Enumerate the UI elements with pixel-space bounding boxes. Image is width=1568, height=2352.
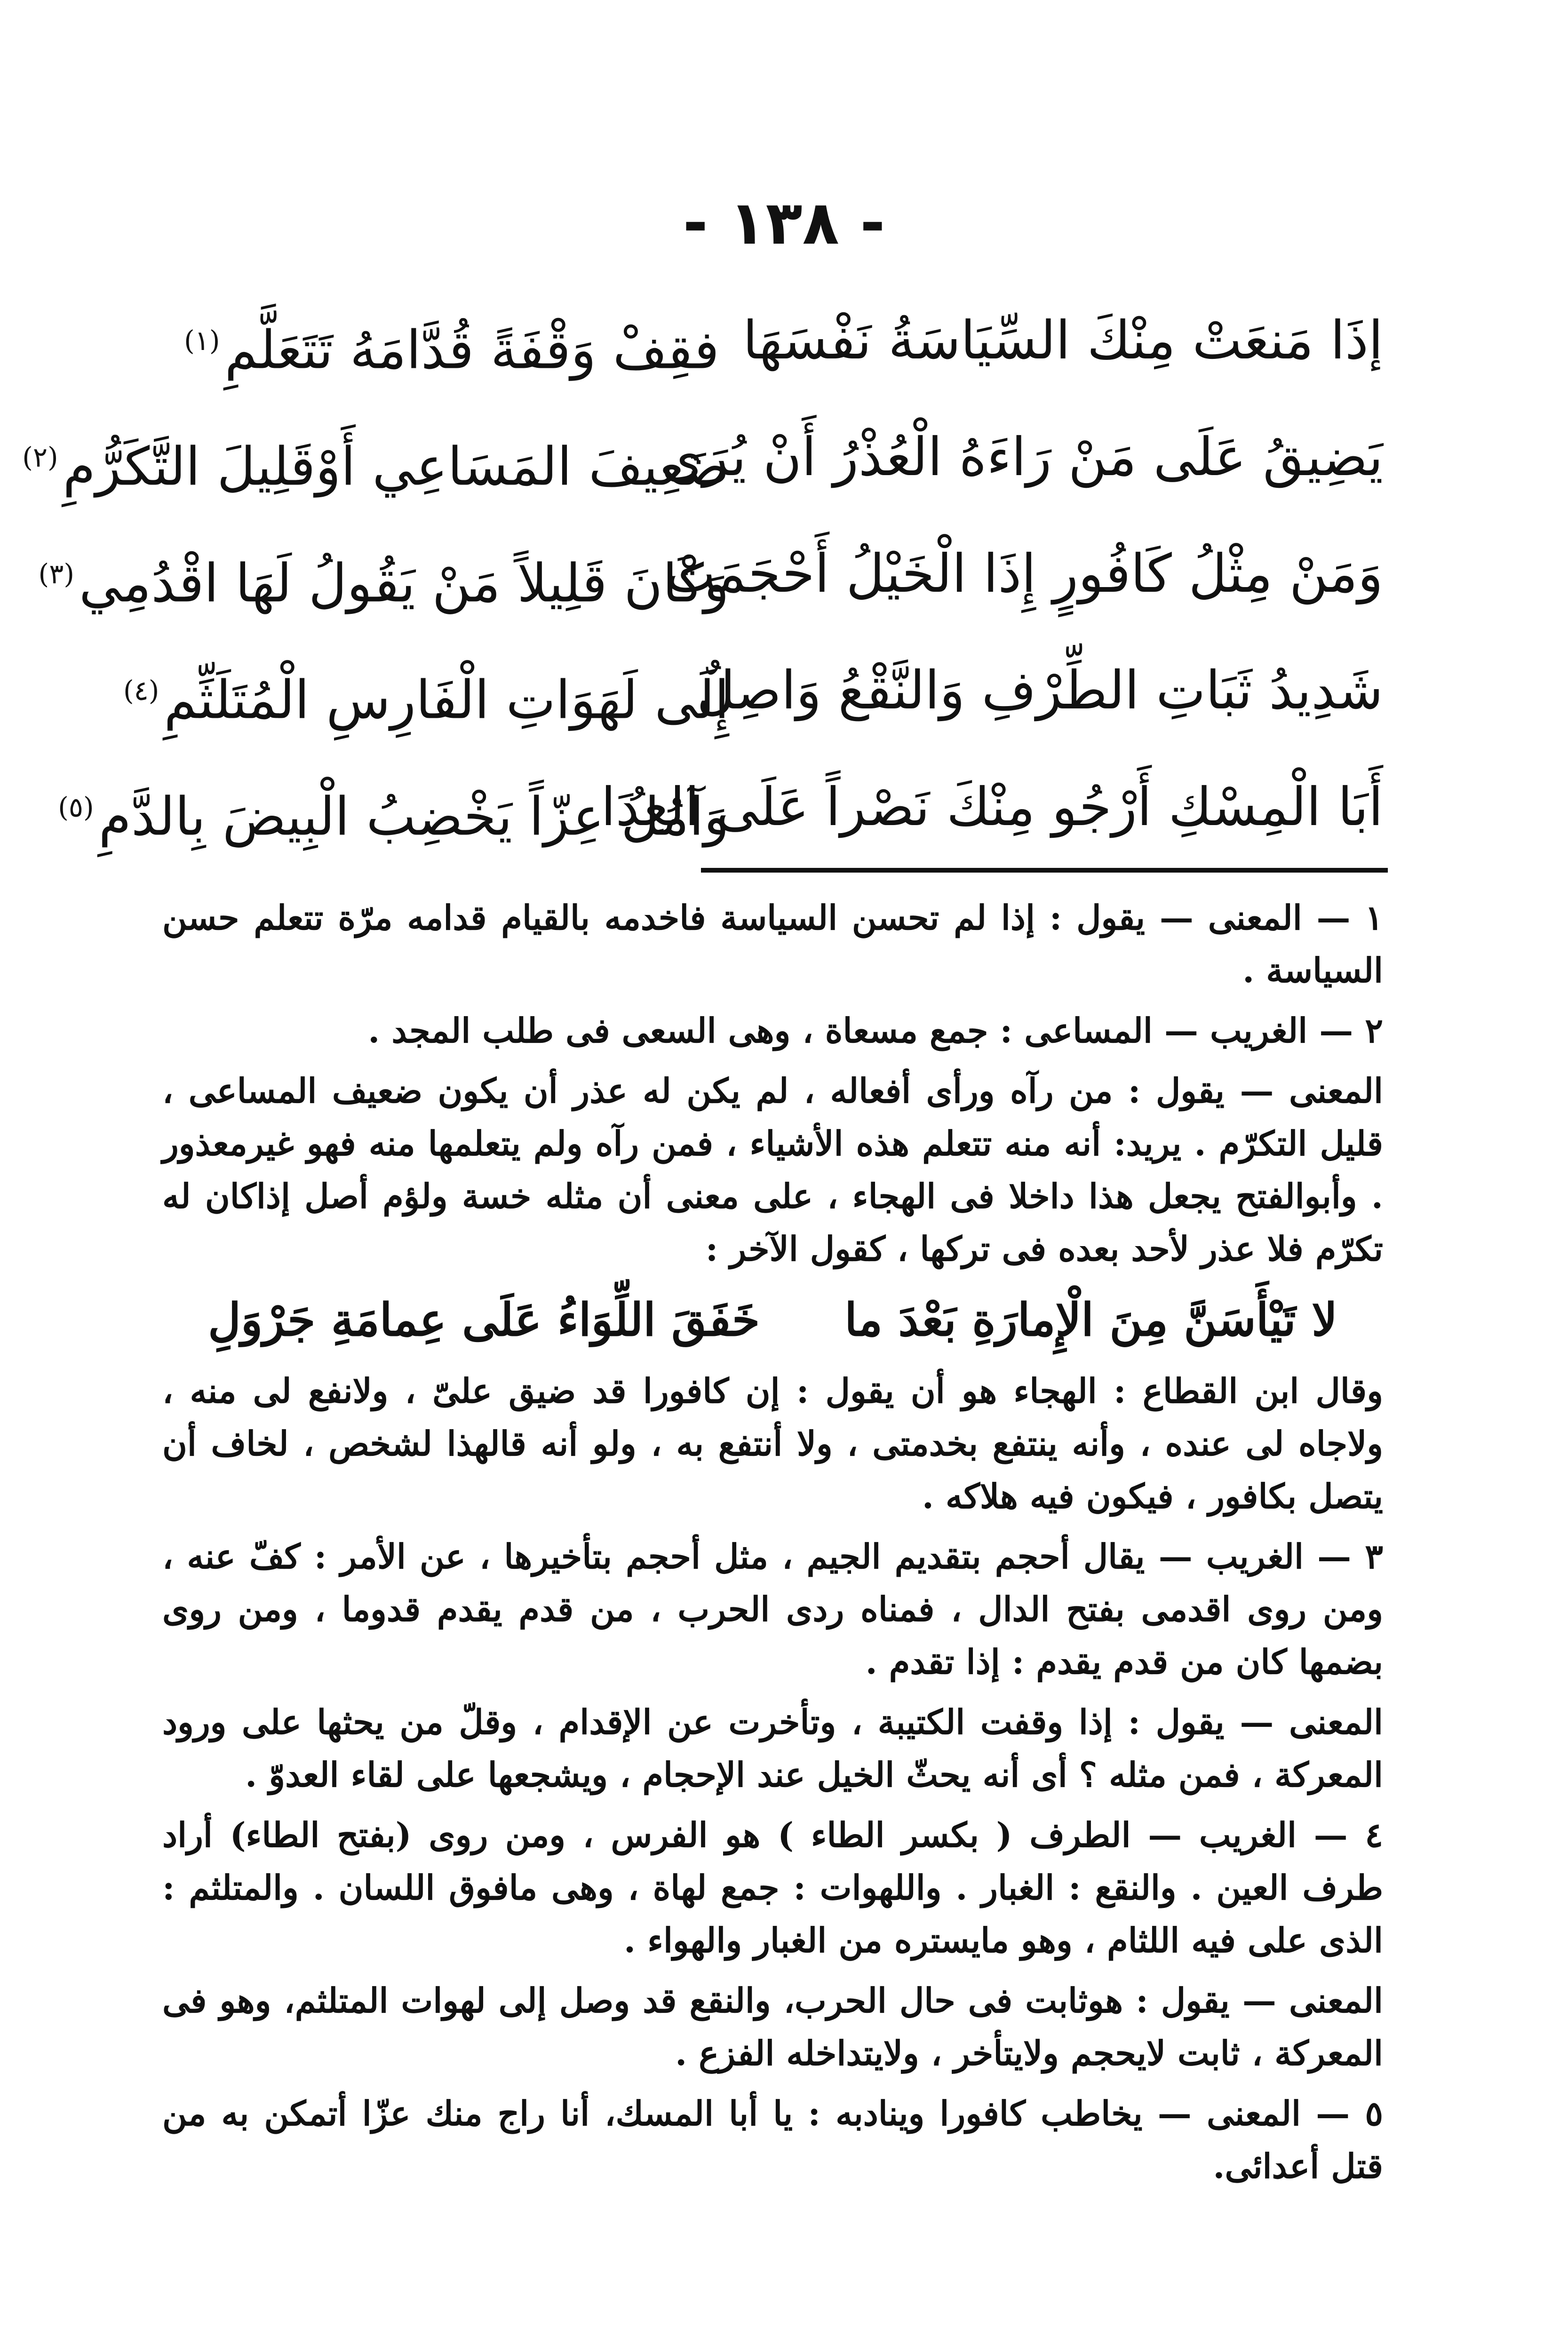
- verse-2: [22, 399, 1383, 516]
- note-text: وقال ابن القطاع : الهجاء هو أن يقول : إن كافورا قد ضيق علىّ ، ولانفع لى منه ، ولاجاه لى عنده ، وأنه ينتفع بخدمتى ، ولا أنتفع به ، ولو أنه قالهذا لشخص ، لخاف أن يتصل بكافور ، فيكون فيه هلاكه .: [162, 1371, 1383, 1516]
- verse-second-hemistich: [123, 632, 729, 749]
- footnote-marker: (١): [184, 325, 220, 357]
- verse-second-hemistich: [174, 282, 729, 399]
- footnote-marker: (٣): [38, 558, 74, 590]
- note-text: يقول : إذا وقفت الكتيبة ، وتأخرت عن الإقدام ، وقلّ من يحثها على ورود المعركة ، فمن مثله ؟ أى أنه يحثّ الخيل عند الإحجام ، ويشجعها على لقاء العدوّ .: [162, 1702, 1383, 1795]
- verse-second-hemistich: [58, 749, 729, 866]
- verse-second-hemistich: [22, 399, 729, 516]
- footnotes: [162, 891, 1383, 2200]
- footnote-5: ٥ — المعنى — يخاطب كافورا وينادبه : يا أبا المسك، أنا راج منك عزّا أتمكن به من قتل أعدائى.: [162, 2093, 1383, 2186]
- footnote-2: ٢ — الغريب — المساعى : جمع مسعاة ، وهى السعى فى طلب المجد .: [368, 1010, 1383, 1050]
- verse-4: [123, 632, 1383, 749]
- footnote-4: ٤ — الغريب — الطرف ( بكسر الطاء ) هو الفرس ، ومن روى (بفتح الطاء) أراد طرف العين . والنقع : الغبار . واللهوات : جمع لهاة ، وهى مافوق اللسان . والمتلثم : الذى على فيه اللثام ، وهو مايستره من الغبار والهواء .: [162, 1815, 1383, 1960]
- page-number: - ١٣٨ -: [683, 188, 885, 258]
- note-text: يخاطب كافورا وينادبه : يا أبا المسك، أنا راج منك عزّا أتمكن به من قتل أعدائى.: [162, 2093, 1383, 2186]
- footnote-3: ٣ — الغريب — يقال أحجم بتقديم الجيم ، مثل أحجم بتأخيرها ، عن الأمر : كفّ عنه ، ومن روى اقدمى بفتح الدال ، فمناه ردى الحرب ، من قدم يقدم قدوما ، ومن روى بضمها كان من قدم يقدم : إذا تقدم .: [162, 1536, 1383, 1682]
- verse-3: [38, 516, 1383, 632]
- footnote-2-meaning: المعنى — يقول : من رآه ورأى أفعاله ، لم يكن له عذر أن يكون ضعيف المساعى ، قليل التكرّم . يريد: أنه منه تتعلم هذه الأشياء ، فمن رآه ولم يتعلمها منه فهو غيرمعذور . وأبوالفتح يجعل هذا داخلا فى الهجاء ، على معنى أن مثله خسة ولؤم أصل إذاكان له تكرّم فلا عذر لأحد بعده فى تركها ، كقول الآخر :: [162, 1071, 1383, 1269]
- note-number: ٢: [1365, 1010, 1383, 1050]
- footnote-4-meaning: المعنى — يقول : هوثابت فى حال الحرب، والنقع قد وصل إلى لهوات المتلثم، وهو فى المعركة ، ثابت لايحجم ولايتأخر ، ولايتداخله الفزع .: [162, 1980, 1383, 2073]
- footnote-marker: (٢): [22, 441, 58, 473]
- verse-first-hemistich: يَضِيقُ عَلَى مَنْ رَاءَهُ الْعُذْرُ أَنْ يُرَى: [661, 427, 1383, 488]
- verse-first-hemistich: أَبَا الْمِسْكِ أَرْجُو مِنْكَ نَصْراً عَلَى العِدَا: [601, 777, 1383, 838]
- note-label: المعنى: [1289, 1702, 1384, 1742]
- hemistich-text: وَآمُلُ عِزّاً يَخْضِبُ الْبِيضَ بِالدَّمِ: [98, 786, 729, 848]
- verse-first-hemistich: وَمَنْ مِثْلُ كَافُورٍ إِذَا الْخَيْلُ أَحْجَمَتْ: [666, 543, 1383, 604]
- note-text: يقال أحجم بتقديم الجيم ، مثل أحجم بتأخيرها ، عن الأمر : كفّ عنه ، ومن روى اقدمى بفتح الدال ، فمناه ردى الحرب ، من قدم يقدم قدوما ، ومن روى بضمها كان من قدم يقدم : إذا تقدم .: [162, 1536, 1383, 1682]
- verse-5: [58, 749, 1383, 866]
- note-label: المعنى: [1289, 1980, 1383, 2020]
- note-text: يقول : إذا لم تحسن السياسة فاخدمه بالقيام قدامه مرّة تتعلم حسن السياسة .: [162, 898, 1383, 990]
- footnote-1: ١ — المعنى — يقول : إذا لم تحسن السياسة فاخدمه بالقيام قدامه مرّة تتعلم حسن السياسة .: [162, 898, 1384, 990]
- verse-first-hemistich: شَدِيدُ ثَبَاتِ الطِّرْفِ وَالنَّقْعُ وَاصِلٌ: [696, 660, 1383, 721]
- footnote-marker: (٥): [58, 791, 94, 823]
- quoted-verse-first-hemistich: لا تَيْأَسَنَّ مِنَ الْإِمارَةِ بَعْدَ ما: [844, 1293, 1337, 1346]
- note-label: الغريب: [1206, 1536, 1304, 1576]
- hemistich-text: وَكَانَ قَلِيلاً مَنْ يَقُولُ لَهَا اقْدُمِي: [79, 553, 729, 614]
- footnote-divider: [701, 868, 1388, 873]
- note-label: المعنى: [1289, 1071, 1383, 1111]
- hemistich-text: إِلَى لَهَوَاتِ الْفَارِسِ الْمُتَلَثِّمِ: [164, 669, 729, 731]
- note-number: ١: [1365, 898, 1384, 938]
- note-text: يقول : من رآه ورأى أفعاله ، لم يكن له عذر أن يكون ضعيف المساعى ، قليل التكرّم . يريد: أنه منه تتعلم هذه الأشياء ، فمن رآه ولم يتعلمها منه فهو غيرمعذور . وأبوالفتح يجعل هذا داخلا فى الهجاء ، على معنى أن مثله خسة ولؤم أصل إذاكان له تكرّم فلا عذر لأحد بعده فى تركها ، كقول الآخر :: [162, 1071, 1383, 1269]
- footnote-3-meaning: المعنى — يقول : إذا وقفت الكتيبة ، وتأخرت عن الإقدام ، وقلّ من يحثها على ورود المعركة ، فمن مثله ؟ أى أنه يحثّ الخيل عند الإحجام ، ويشجعها على لقاء العدوّ .: [162, 1702, 1384, 1795]
- hemistich-text: ضَعِيفَ المَسَاعِي أَوْقَلِيلَ التَّكَرُّمِ: [63, 436, 729, 498]
- footnote-marker: (٤): [123, 675, 159, 707]
- verse-1: [160, 282, 1383, 399]
- note-number: ٣: [1365, 1536, 1383, 1576]
- note-number: ٤: [1365, 1815, 1383, 1855]
- note-text: الطرف ( بكسر الطاء ) هو الفرس ، ومن روى (بفتح الطاء) أراد طرف العين . والنقع : الغبار . واللهوات : جمع لهاة ، وهى مافوق اللسان . والمتلثم : الذى على فيه اللثام ، وهو مايستره من الغبار والهواء .: [162, 1815, 1383, 1960]
- poem: [22, 282, 1383, 866]
- verse-second-hemistich: [38, 516, 729, 632]
- note-label: الغريب: [1210, 1010, 1308, 1050]
- note-text: المساعى : جمع مسعاة ، وهى السعى فى طلب المجد .: [368, 1010, 1153, 1050]
- verse-first-hemistich: إذَا مَنعَتْ مِنْكَ السِّيَاسَةُ نَفْسَهَا: [743, 310, 1383, 371]
- note-number: ٥: [1365, 2093, 1383, 2133]
- note-label: الغريب: [1199, 1815, 1297, 1855]
- quoted-verse: [162, 1285, 1383, 1355]
- note-label: المعنى: [1206, 2093, 1301, 2133]
- hemistich-text: فقِفْ وَقْفَةً قُدَّامَهُ تَتَعَلَّمِ: [224, 319, 719, 381]
- footnote-ibn-alqatta: [162, 1365, 1383, 1523]
- note-label: المعنى: [1208, 898, 1302, 938]
- quoted-verse-second-hemistich: خَفَقَ اللِّوَاءُ عَلَى عِمامَةِ جَرْوَلِ: [208, 1293, 760, 1346]
- note-text: يقول : هوثابت فى حال الحرب، والنقع قد وصل إلى لهوات المتلثم، وهو فى المعركة ، ثابت لايحجم ولايتأخر ، ولايتداخله الفزع .: [162, 1980, 1383, 2073]
